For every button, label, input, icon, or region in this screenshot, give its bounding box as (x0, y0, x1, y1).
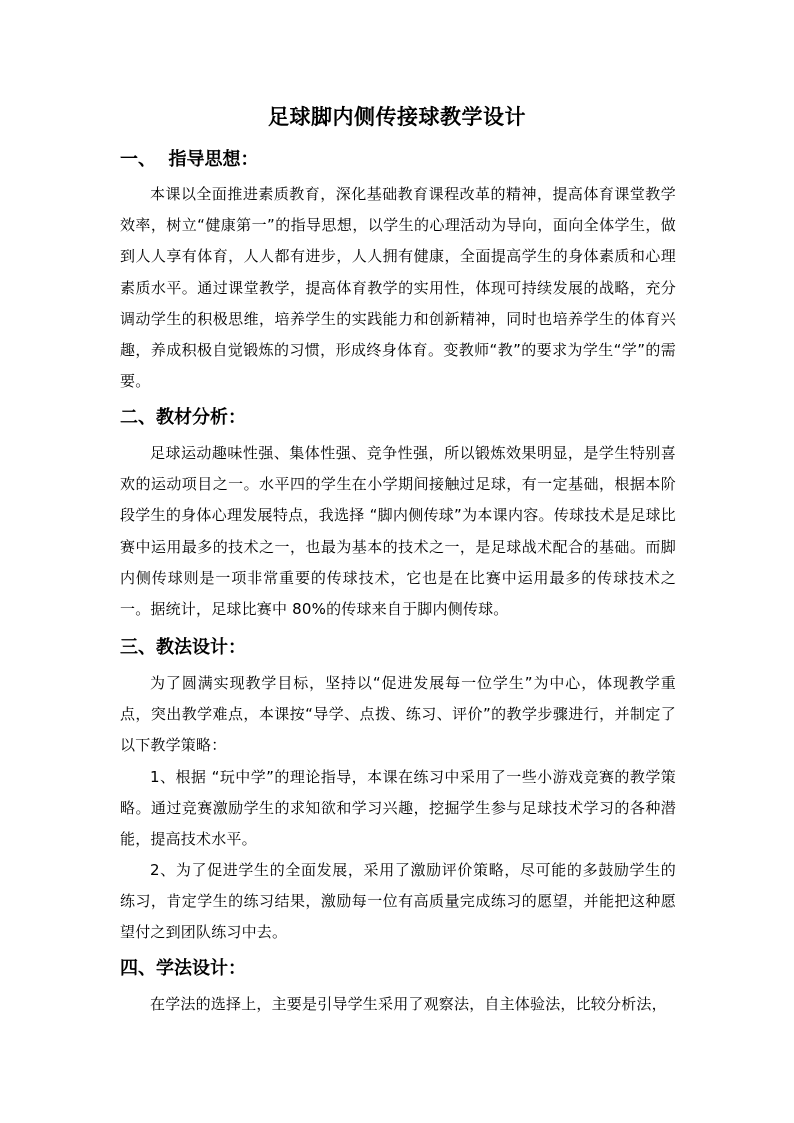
paragraph-teaching-strategy-1: 1、根据 “玩中学”的理论指导，本课在练习中采用了一些小游戏竞赛的教学策略。通过竞赛激励学生的求知欲和学习兴趣，挖掘学生参与足球技术学习的各种潜能，提高技术水平。 (120, 768, 676, 849)
paragraph-learning-method: 在学法的选择上，主要是引导学生采用了观察法，自主体验法，比较分析法， (150, 995, 667, 1013)
paragraph-teaching-method-intro: 为了圆满实现教学目标，坚持以“促进发展每一位学生”为中心，体现教学重点，突出教学难点，本课按“导学、点拨、练习、评价”的教学步骤进行，并制定了以下教学策略： (120, 674, 676, 755)
paragraph-material-analysis: 足球运动趣味性强、集体性强、竞争性强，所以锻炼效果明显，是学生特别喜欢的运动项目之一。水平四的学生在小学期间接触过足球，有一定基础，根据本阶段学生的身体心理发展特点，我选择 “脚内侧传球”为本课内容。传球技术是足球比赛中运用最多的技术之一，也最为基本的技术之一，是足球战术配合的基础。而脚内侧传球则是一项非常重要的传球技术，它也是在比赛中运用最多的传球技术之一。据统计，足球比赛中 80%的传球来自于脚内侧传球。 (120, 444, 676, 619)
paragraph-teaching-strategy-2: 2、为了促进学生的全面发展，采用了激励评价策略，尽可能的多鼓励学生的练习，肯定学生的练习结果，激励每一位有高质量完成练习的愿望，并能把这种愿望付之到团队练习中去。 (120, 861, 676, 942)
section-heading-learning-method: 四、学法设计： (120, 958, 246, 979)
section-heading-teaching-method: 三、教法设计： (120, 637, 246, 658)
document-title: 足球脚内侧传接球教学设计 (268, 105, 526, 129)
section-heading-guiding-thought: 一、 指导思想： (120, 149, 259, 170)
section-heading-material-analysis: 二、教材分析： (120, 407, 246, 428)
paragraph-guiding-thought: 本课以全面推进素质教育，深化基础教育课程改革的精神，提高体育课堂教学效率，树立“健康第一”的指导思想，以学生的心理活动为导向，面向全体学生，做到人人享有体育，人人都有进步，人人拥有健康，全面提高学生的身体素质和心理素质水平。通过课堂教学，提高体育教学的实用性，体现可持续发展的战略，充分调动学生的积极思维，培养学生的实践能力和创新精神，同时也培养学生的体育兴趣，养成积极自觉锻炼的习惯，形成终身体育。变教师“教”的要求为学生“学”的需要。 (120, 185, 676, 391)
